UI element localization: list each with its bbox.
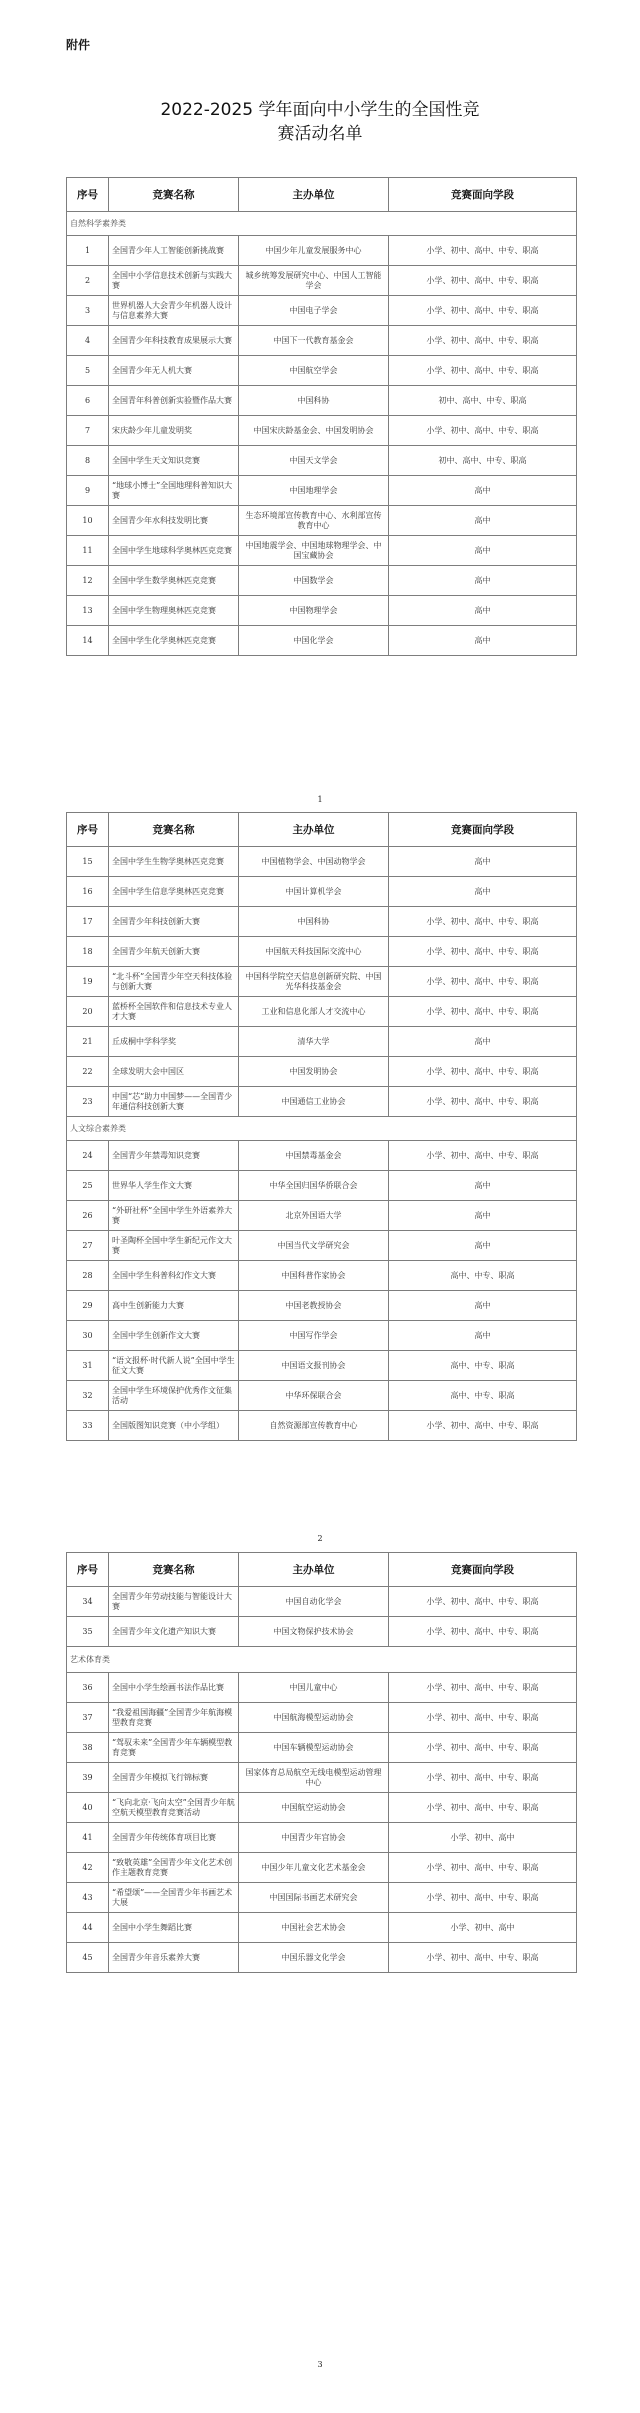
header-stage: 竞赛面向学段 [389,813,577,847]
organizer: 中国少年儿童发展服务中心 [239,236,389,266]
organizer: 中国通信工业协会 [239,1087,389,1117]
organizer: 中国科协 [239,907,389,937]
organizer: 中国科学院空天信息创新研究院、中国光华科技基金会 [239,967,389,997]
competition-name: “致敬英雄”全国青少年文化艺术创作主题教育竞赛 [109,1853,239,1883]
row-number: 45 [67,1943,109,1973]
competition-name: 全国青少年航天创新大赛 [109,937,239,967]
row-number: 44 [67,1913,109,1943]
organizer: 中国数学会 [239,566,389,596]
competition-table-page-3 [66,1552,577,1973]
table-row [67,476,577,506]
header-stage: 竞赛面向学段 [389,1553,577,1587]
organizer: 中国老教授协会 [239,1291,389,1321]
table-header-row [67,813,577,847]
table-row [67,1321,577,1351]
table-row [67,416,577,446]
competition-table-page-2 [66,812,577,1441]
header-competition-name: 竞赛名称 [109,1553,239,1587]
row-number: 12 [67,566,109,596]
school-stage: 高中 [389,847,577,877]
organizer: 中国计算机学会 [239,877,389,907]
organizer: 北京外国语大学 [239,1201,389,1231]
school-stage: 高中 [389,506,577,536]
table-row [67,847,577,877]
organizer: 自然资源部宣传教育中心 [239,1411,389,1441]
table-row [67,266,577,296]
school-stage: 高中 [389,1027,577,1057]
school-stage: 高中 [389,1231,577,1261]
category-row [67,212,577,236]
table-row [67,356,577,386]
table-row [67,1823,577,1853]
table-row [67,1673,577,1703]
row-number: 29 [67,1291,109,1321]
competition-name: 全国中小学信息技术创新与实践大赛 [109,266,239,296]
school-stage: 小学、初中、高中、中专、职高 [389,1087,577,1117]
header-competition-name: 竞赛名称 [109,813,239,847]
school-stage: 小学、初中、高中、中专、职高 [389,967,577,997]
header-organizer: 主办单位 [239,178,389,212]
competition-name: 全国青少年科技教育成果展示大赛 [109,326,239,356]
school-stage: 初中、高中、中专、职高 [389,446,577,476]
competition-name: “外研社杯”全国中学生外语素养大赛 [109,1201,239,1231]
table-row [67,1027,577,1057]
competition-name: 全国青少年无人机大赛 [109,356,239,386]
table-row [67,506,577,536]
table-row [67,1763,577,1793]
school-stage: 小学、初中、高中 [389,1823,577,1853]
competition-name: 全国青少年文化遗产知识大赛 [109,1617,239,1647]
competition-name: 叶圣陶杯全国中学生新纪元作文大赛 [109,1231,239,1261]
organizer: 中国天文学会 [239,446,389,476]
organizer: 中国青少年宫协会 [239,1823,389,1853]
competition-name: 丘成桐中学科学奖 [109,1027,239,1057]
document-title-line-1: 2022-2025 学年面向中小学生的全国性竞 [160,100,480,120]
competition-name: 全国中学生环境保护优秀作文征集活动 [109,1381,239,1411]
competition-name: 全国中学生科普科幻作文大赛 [109,1261,239,1291]
row-number: 5 [67,356,109,386]
school-stage: 高中 [389,476,577,506]
school-stage: 高中 [389,1201,577,1231]
header-organizer: 主办单位 [239,813,389,847]
competition-name: 高中生创新能力大赛 [109,1291,239,1321]
table-header-row [67,178,577,212]
table-row [67,596,577,626]
school-stage: 小学、初中、高中、中专、职高 [389,1853,577,1883]
table-row [67,907,577,937]
school-stage: 高中 [389,536,577,566]
school-stage: 初中、高中、中专、职高 [389,386,577,416]
table-row [67,937,577,967]
organizer: 中国科普作家协会 [239,1261,389,1291]
header-number: 序号 [67,178,109,212]
table-row [67,1733,577,1763]
header-number: 序号 [67,813,109,847]
school-stage: 小学、初中、高中、中专、职高 [389,1943,577,1973]
row-number: 32 [67,1381,109,1411]
competition-name: 全国青少年水科技发明比赛 [109,506,239,536]
organizer: 生态环境部宣传教育中心、水利部宣传教育中心 [239,506,389,536]
organizer: 中国国际书画艺术研究会 [239,1883,389,1913]
competition-name: 全国青少年人工智能创新挑战赛 [109,236,239,266]
school-stage: 高中 [389,596,577,626]
row-number: 3 [67,296,109,326]
page-number: 3 [317,2360,323,2369]
table-row [67,1171,577,1201]
table-row [67,1793,577,1823]
category-label: 艺术体育类 [67,1647,577,1673]
row-number: 25 [67,1171,109,1201]
organizer: 中国化学会 [239,626,389,656]
table-row [67,1201,577,1231]
table-row [67,1057,577,1087]
organizer: 中国航空学会 [239,356,389,386]
row-number: 10 [67,506,109,536]
competition-name: 全国中学生生物学奥林匹克竞赛 [109,847,239,877]
school-stage: 小学、初中、高中、中专、职高 [389,997,577,1027]
competition-name: 全国青少年劳动技能与智能设计大赛 [109,1587,239,1617]
organizer: 中国宋庆龄基金会、中国发明协会 [239,416,389,446]
table-row [67,1141,577,1171]
organizer: 工业和信息化部人才交流中心 [239,997,389,1027]
competition-name: 世界华人学生作文大赛 [109,1171,239,1201]
competition-name: “希望颂”——全国青少年书画艺术大展 [109,1883,239,1913]
organizer: 中国物理学会 [239,596,389,626]
row-number: 24 [67,1141,109,1171]
table-row [67,296,577,326]
organizer: 中华全国归国华侨联合会 [239,1171,389,1201]
table-row [67,1617,577,1647]
attachment-label: 附件 [66,38,91,52]
page-number: 1 [317,795,323,804]
row-number: 31 [67,1351,109,1381]
table-header-row [67,1553,577,1587]
competition-name: “我爱祖国海疆”全国青少年航海模型教育竞赛 [109,1703,239,1733]
row-number: 17 [67,907,109,937]
organizer: 城乡统筹发展研究中心、中国人工智能学会 [239,266,389,296]
school-stage: 小学、初中、高中、中专、职高 [389,356,577,386]
header-stage: 竞赛面向学段 [389,178,577,212]
school-stage: 小学、初中、高中、中专、职高 [389,1733,577,1763]
row-number: 33 [67,1411,109,1441]
header-number: 序号 [67,1553,109,1587]
row-number: 2 [67,266,109,296]
row-number: 35 [67,1617,109,1647]
table-row [67,326,577,356]
table-row [67,1231,577,1261]
school-stage: 高中 [389,1171,577,1201]
category-label: 人文综合素养类 [67,1117,577,1141]
table-row [67,1587,577,1617]
organizer: 中国航空运动协会 [239,1793,389,1823]
school-stage: 小学、初中、高中、中专、职高 [389,1673,577,1703]
school-stage: 高中 [389,626,577,656]
school-stage: 高中 [389,877,577,907]
competition-name: 全国中学生信息学奥林匹克竞赛 [109,877,239,907]
row-number: 41 [67,1823,109,1853]
header-competition-name: 竞赛名称 [109,178,239,212]
organizer: 中国自动化学会 [239,1587,389,1617]
table-row [67,1703,577,1733]
organizer: 中国地震学会、中国地球物理学会、中国宝藏协会 [239,536,389,566]
row-number: 38 [67,1733,109,1763]
row-number: 20 [67,997,109,1027]
competition-name: 全国中学生化学奥林匹克竞赛 [109,626,239,656]
row-number: 18 [67,937,109,967]
organizer: 清华大学 [239,1027,389,1057]
competition-name: 全国中小学生舞蹈比赛 [109,1913,239,1943]
category-label: 自然科学素养类 [67,212,577,236]
organizer: 中国航天科技国际交流中心 [239,937,389,967]
row-number: 19 [67,967,109,997]
organizer: 中国电子学会 [239,296,389,326]
table-row [67,626,577,656]
school-stage: 小学、初中、高中、中专、职高 [389,1141,577,1171]
school-stage: 小学、初中、高中、中专、职高 [389,1883,577,1913]
competition-name: 宋庆龄少年儿童发明奖 [109,416,239,446]
row-number: 22 [67,1057,109,1087]
row-number: 30 [67,1321,109,1351]
school-stage: 高中 [389,1321,577,1351]
competition-table-page-1 [66,177,577,656]
row-number: 28 [67,1261,109,1291]
row-number: 26 [67,1201,109,1231]
competition-name: 全国中小学生绘画书法作品比赛 [109,1673,239,1703]
row-number: 4 [67,326,109,356]
table-row [67,236,577,266]
school-stage: 小学、初中、高中、中专、职高 [389,1793,577,1823]
row-number: 15 [67,847,109,877]
table-row [67,1853,577,1883]
organizer: 中国语文报刊协会 [239,1351,389,1381]
organizer: 中国少年儿童文化艺术基金会 [239,1853,389,1883]
organizer: 中国儿童中心 [239,1673,389,1703]
row-number: 40 [67,1793,109,1823]
table-row [67,536,577,566]
organizer: 中国科协 [239,386,389,416]
school-stage: 小学、初中、高中 [389,1913,577,1943]
competition-name: 全国青年科普创新实验暨作品大赛 [109,386,239,416]
table-row [67,1261,577,1291]
competition-name: 全球发明大会中国区 [109,1057,239,1087]
organizer: 中国航海模型运动协会 [239,1703,389,1733]
organizer: 中国文物保护技术协会 [239,1617,389,1647]
school-stage: 小学、初中、高中、中专、职高 [389,1411,577,1441]
table-row [67,1943,577,1973]
row-number: 42 [67,1853,109,1883]
competition-name: “语文报杯·时代新人说”全国中学生征文大赛 [109,1351,239,1381]
school-stage: 小学、初中、高中、中专、职高 [389,1587,577,1617]
competition-name: 全国版图知识竞赛（中小学组） [109,1411,239,1441]
table-row [67,1351,577,1381]
table-row [67,1883,577,1913]
row-number: 14 [67,626,109,656]
row-number: 16 [67,877,109,907]
competition-name: 全国中学生物理奥林匹克竞赛 [109,596,239,626]
table-row [67,877,577,907]
competition-name: “驾驭未来”全国青少年车辆模型教育竞赛 [109,1733,239,1763]
school-stage: 小学、初中、高中、中专、职高 [389,326,577,356]
competition-name: 全国青少年传统体育项目比赛 [109,1823,239,1853]
school-stage: 小学、初中、高中、中专、职高 [389,416,577,446]
competition-name: “飞向北京·飞向太空”全国青少年航空航天模型教育竞赛活动 [109,1793,239,1823]
organizer: 中国乐器文化学会 [239,1943,389,1973]
row-number: 43 [67,1883,109,1913]
school-stage: 小学、初中、高中、中专、职高 [389,1763,577,1793]
row-number: 23 [67,1087,109,1117]
school-stage: 小学、初中、高中、中专、职高 [389,1057,577,1087]
organizer: 中华环保联合会 [239,1381,389,1411]
school-stage: 高中、中专、职高 [389,1381,577,1411]
table-row [67,1381,577,1411]
school-stage: 高中、中专、职高 [389,1351,577,1381]
row-number: 27 [67,1231,109,1261]
organizer: 中国地理学会 [239,476,389,506]
table-row [67,446,577,476]
document-title-line-2: 赛活动名单 [277,124,363,144]
organizer: 中国当代文学研究会 [239,1231,389,1261]
category-row [67,1647,577,1673]
table-row [67,1913,577,1943]
competition-name: 蓝桥杯全国软件和信息技术专业人才大赛 [109,997,239,1027]
table-row [67,1087,577,1117]
table-row [67,566,577,596]
row-number: 36 [67,1673,109,1703]
school-stage: 小学、初中、高中、中专、职高 [389,907,577,937]
row-number: 39 [67,1763,109,1793]
category-row [67,1117,577,1141]
school-stage: 高中 [389,1291,577,1321]
competition-name: 全国青少年科技创新大赛 [109,907,239,937]
header-organizer: 主办单位 [239,1553,389,1587]
row-number: 37 [67,1703,109,1733]
competition-name: 全国中学生地球科学奥林匹克竞赛 [109,536,239,566]
school-stage: 小学、初中、高中、中专、职高 [389,266,577,296]
competition-name: 全国青少年模拟飞行锦标赛 [109,1763,239,1793]
school-stage: 小学、初中、高中、中专、职高 [389,937,577,967]
row-number: 11 [67,536,109,566]
row-number: 13 [67,596,109,626]
organizer: 中国车辆模型运动协会 [239,1733,389,1763]
table-row [67,1411,577,1441]
page-number: 2 [317,1534,323,1543]
school-stage: 高中、中专、职高 [389,1261,577,1291]
table-row [67,1291,577,1321]
table-row [67,386,577,416]
organizer: 国家体育总局航空无线电模型运动管理中心 [239,1763,389,1793]
school-stage: 小学、初中、高中、中专、职高 [389,296,577,326]
competition-name: “北斗杯”全国青少年空天科技体验与创新大赛 [109,967,239,997]
organizer: 中国发明协会 [239,1057,389,1087]
organizer: 中国社会艺术协会 [239,1913,389,1943]
row-number: 1 [67,236,109,266]
competition-name: 中国“芯”助力中国梦——全国青少年通信科技创新大赛 [109,1087,239,1117]
organizer: 中国植物学会、中国动物学会 [239,847,389,877]
row-number: 6 [67,386,109,416]
school-stage: 高中 [389,566,577,596]
competition-name: 世界机器人大会青少年机器人设计与信息素养大赛 [109,296,239,326]
competition-name: 全国中学生数学奥林匹克竞赛 [109,566,239,596]
table-row [67,997,577,1027]
organizer: 中国写作学会 [239,1321,389,1351]
school-stage: 小学、初中、高中、中专、职高 [389,236,577,266]
organizer: 中国禁毒基金会 [239,1141,389,1171]
school-stage: 小学、初中、高中、中专、职高 [389,1703,577,1733]
competition-name: 全国青少年音乐素养大赛 [109,1943,239,1973]
row-number: 8 [67,446,109,476]
competition-name: 全国青少年禁毒知识竞赛 [109,1141,239,1171]
row-number: 7 [67,416,109,446]
competition-name: 全国中学生天文知识竞赛 [109,446,239,476]
row-number: 21 [67,1027,109,1057]
organizer: 中国下一代教育基金会 [239,326,389,356]
row-number: 9 [67,476,109,506]
table-row [67,967,577,997]
competition-name: “地球小博士”全国地理科普知识大赛 [109,476,239,506]
competition-name: 全国中学生创新作文大赛 [109,1321,239,1351]
row-number: 34 [67,1587,109,1617]
school-stage: 小学、初中、高中、中专、职高 [389,1617,577,1647]
